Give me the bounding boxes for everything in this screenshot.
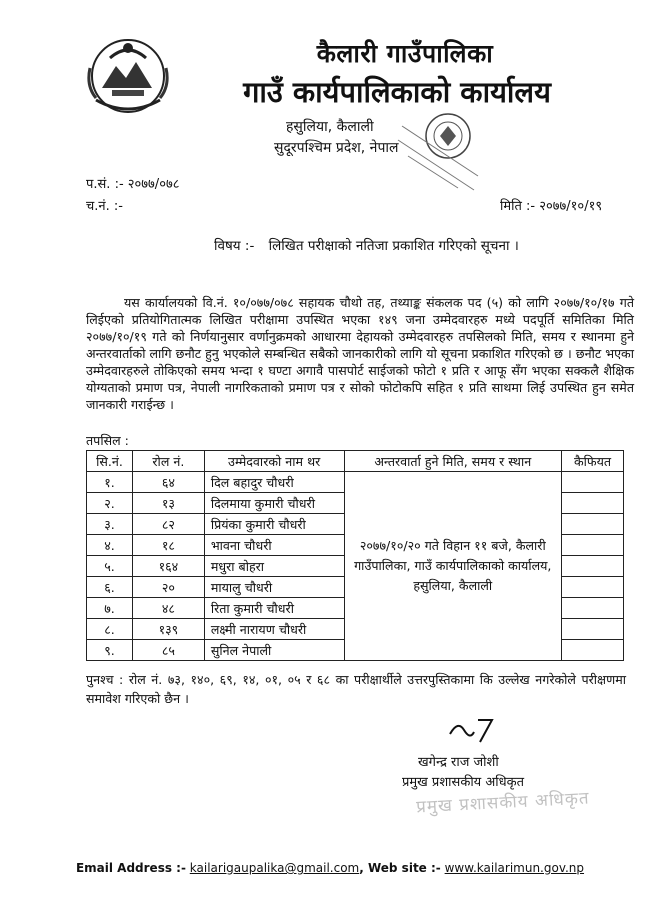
serial-cell: ७. [87, 598, 133, 619]
roll-cell: १८ [132, 535, 204, 556]
serial-cell: ८. [87, 619, 133, 640]
header-remarks: कैफियत [562, 451, 624, 472]
designation-stamp: प्रमुख प्रशासकीय अधिकृत [415, 788, 591, 818]
remarks-cell [562, 619, 624, 640]
header-serial: सि.नं. [87, 451, 133, 472]
remarks-cell [562, 577, 624, 598]
dispatch-number: च.नं. :- [86, 199, 123, 214]
table-row [87, 472, 624, 493]
header-interview: अन्तरवार्ता हुने मिति, समय र स्थान [344, 451, 561, 472]
name-cell: सुनिल नेपाली [204, 640, 344, 661]
nepal-emblem-icon [82, 28, 174, 120]
office-name: गाउँ कार्यपालिकाको कार्यालय [243, 75, 551, 109]
serial-cell: ९. [87, 640, 133, 661]
candidate-table [86, 450, 624, 661]
subject-label: विषय :- [214, 238, 255, 254]
header-name: उम्मेदवारको नाम थर [204, 451, 344, 472]
signatory-title: प्रमुख प्रशासकीय अधिकृत [402, 775, 525, 790]
name-cell: दिल बहादुर चौधरी [204, 472, 344, 493]
signatory-name: खगेन्द्र राज जोशी [418, 755, 499, 770]
address-line-2: सुदूरपश्चिम प्रदेश, नेपाल [274, 140, 399, 156]
serial-cell: १. [87, 472, 133, 493]
notice-body: यस कार्यालयको वि.नं. १०/०७७/०७८ सहायक चौथो तह, तथ्याङ्क संकलक पद (५) को लागि २०७७/१०/१७ गते लिईएको प्रतियोगितात्मक लिखित परीक्षामा उपस्थित भएका १४९ जना उम्मेदवारहरु मध्ये पदपूर्ति समितिका मिति २०७७/१०/१९ गते को निर्णयानुसार वर्णानुक्रमको आधारमा देहायको उम्मेदवारहरु तपसिलको मिति, समय र स्थानमा हुने अन्तरवार्ताको लागि छनौट हुनु भएकोले सम्बन्धित सबैको जानकारीको लागि यो सूचना प्रकाशित गरिएको छ । छनौट भएका उम्मेदवारहरुले तोकिएको समय भन्दा १ घण्टा अगावै पासपोर्ट साईजको फोटो १ प्रति र आफू सँग भएका सक्कलै शैक्षिक योग्यताको प्रमाण पत्र, नेपाली नागरिकताको प्रमाण पत्र र सोको फोटोकपि सहित १ प्रति साथमा लिई उपस्थित हुन समेत जानकारी गराईन्छ । [86, 295, 634, 412]
email-label: Email Address :- [75, 861, 186, 875]
roll-cell: २० [132, 577, 204, 598]
table-header-row [87, 451, 624, 472]
subject-line [214, 236, 519, 254]
remarks-cell [562, 514, 624, 535]
roll-cell: १३९ [132, 619, 204, 640]
email-link[interactable]: kailarigaupalika@gmail.com [189, 861, 360, 875]
remarks-cell [562, 598, 624, 619]
name-cell: प्रियंका कुमारी चौधरी [204, 514, 344, 535]
name-cell: मधुरा बोहरा [204, 556, 344, 577]
notice-date: मिति :- २०७७/१०/१९ [500, 199, 603, 214]
roll-cell: १३ [132, 493, 204, 514]
serial-cell: २. [87, 493, 133, 514]
remarks-cell [562, 493, 624, 514]
name-cell: लक्ष्मी नारायण चौधरी [204, 619, 344, 640]
remarks-cell [562, 472, 624, 493]
name-cell: भावना चौधरी [204, 535, 344, 556]
name-cell: मायालु चौधरी [204, 577, 344, 598]
roll-cell: ४८ [132, 598, 204, 619]
subject-text: लिखित परीक्षाको नतिजा प्रकाशित गरिएको सूचना । [268, 238, 519, 254]
header-roll: रोल नं. [132, 451, 204, 472]
address-line-1: हसुलिया, कैलाली [286, 119, 374, 135]
remarks-cell [562, 535, 624, 556]
reference-number: प.सं. :- २०७७/०७८ [86, 177, 180, 192]
name-cell: दिलमाया कुमारी चौधरी [204, 493, 344, 514]
roll-cell: १६४ [132, 556, 204, 577]
contact-footer [0, 861, 660, 875]
remarks-cell [562, 556, 624, 577]
details-label: तपसिल : [86, 433, 129, 448]
postscript-note: पुनश्च : रोल नं. ७३, १४०, ६९, १४, ०१, ०५ र ६८ का परीक्षार्थीले उत्तरपुस्तिकामा कि उल्लेख नगरेकोले परीक्षणमा समावेश गरिएको छैन । [86, 672, 626, 706]
roll-cell: ८५ [132, 640, 204, 661]
roll-cell: ६४ [132, 472, 204, 493]
serial-cell: ६. [87, 577, 133, 598]
organization-name: कैलारी गाउँपालिका [316, 39, 494, 68]
serial-cell: ५. [87, 556, 133, 577]
website-label: , Web site :- [359, 861, 441, 875]
website-link[interactable]: www.kailarimun.gov.np [444, 861, 585, 875]
serial-cell: ३. [87, 514, 133, 535]
name-cell: रिता कुमारी चौधरी [204, 598, 344, 619]
signature-mark [444, 712, 500, 748]
roll-cell: ८२ [132, 514, 204, 535]
remarks-cell [562, 640, 624, 661]
serial-cell: ४. [87, 535, 133, 556]
interview-details: २०७७/१०/२० गते विहान ११ बजे, कैलारी गाउँपालिका, गाउँ कार्यपालिकाको कार्यालय, हसुलिया, कैलाली [344, 472, 561, 661]
office-seal-icon [388, 106, 488, 198]
